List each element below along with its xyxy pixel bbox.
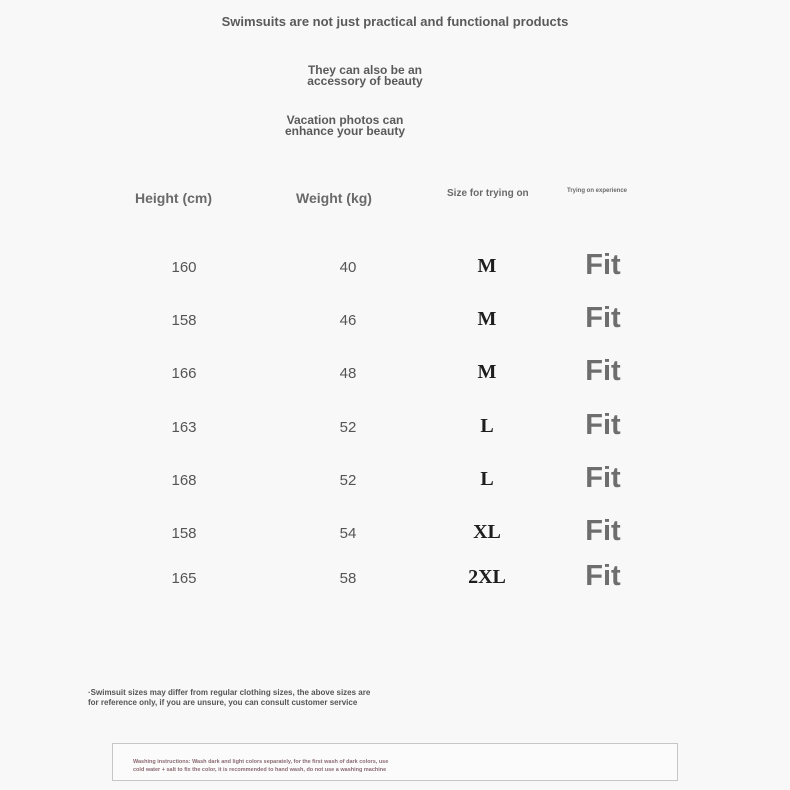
size-disclaimer-note: ·Swimsuit sizes may differ from regular clothing sizes, the above sizes are for reference only, if you are unsure, you can consult customer service — [88, 688, 371, 707]
height-cell: 168 — [171, 472, 197, 489]
weight-cell: 46 — [339, 312, 357, 329]
height-cell: 163 — [171, 419, 197, 436]
fit-cell: Fit — [585, 462, 621, 494]
fit-cell: Fit — [585, 249, 621, 281]
size-cell: L — [480, 415, 494, 437]
weight-cell: 58 — [339, 570, 357, 587]
size-cell: 2XL — [468, 566, 506, 588]
fit-cell: Fit — [585, 560, 621, 592]
column-header-experience: Trying on experience — [567, 188, 628, 194]
headline-functional: Swimsuits are not just practical and functional products — [221, 14, 569, 29]
table-row — [0, 355, 790, 405]
weight-cell: 48 — [339, 365, 357, 382]
height-cell: 158 — [171, 525, 197, 542]
table-row — [0, 302, 790, 352]
column-header-size: Size for trying on — [447, 188, 529, 199]
table-row — [0, 462, 790, 512]
table-row — [0, 560, 790, 610]
weight-cell: 52 — [339, 419, 357, 436]
size-cell: XL — [473, 521, 501, 543]
table-row — [0, 515, 790, 565]
washing-instructions-box — [112, 743, 678, 781]
height-cell: 165 — [171, 570, 197, 587]
headline-accessory: They can also be an accessory of beauty — [307, 63, 423, 88]
table-row — [0, 249, 790, 299]
column-header-height: Height (cm) — [135, 190, 212, 206]
fit-cell: Fit — [585, 515, 621, 547]
weight-cell: 40 — [339, 259, 357, 276]
weight-cell: 54 — [339, 525, 357, 542]
fit-cell: Fit — [585, 409, 621, 441]
size-cell: M — [477, 361, 497, 383]
height-cell: 166 — [171, 365, 197, 382]
fit-cell: Fit — [585, 355, 621, 387]
size-cell: M — [477, 308, 497, 330]
height-cell: 158 — [171, 312, 197, 329]
weight-cell: 52 — [339, 472, 357, 489]
table-row — [0, 409, 790, 459]
fit-cell: Fit — [585, 302, 621, 334]
headline-vacation: Vacation photos can enhance your beauty — [284, 113, 406, 138]
size-cell: M — [477, 255, 497, 277]
washing-instructions-text: Washing instructions: Wash dark and light colors separately, for the first wash of dark colors, use cold water + salt to fix the color, it is recommended to hand wash, do not use a washing machine — [133, 759, 389, 773]
column-header-weight: Weight (kg) — [296, 190, 372, 206]
height-cell: 160 — [171, 259, 197, 276]
size-cell: L — [480, 468, 494, 490]
